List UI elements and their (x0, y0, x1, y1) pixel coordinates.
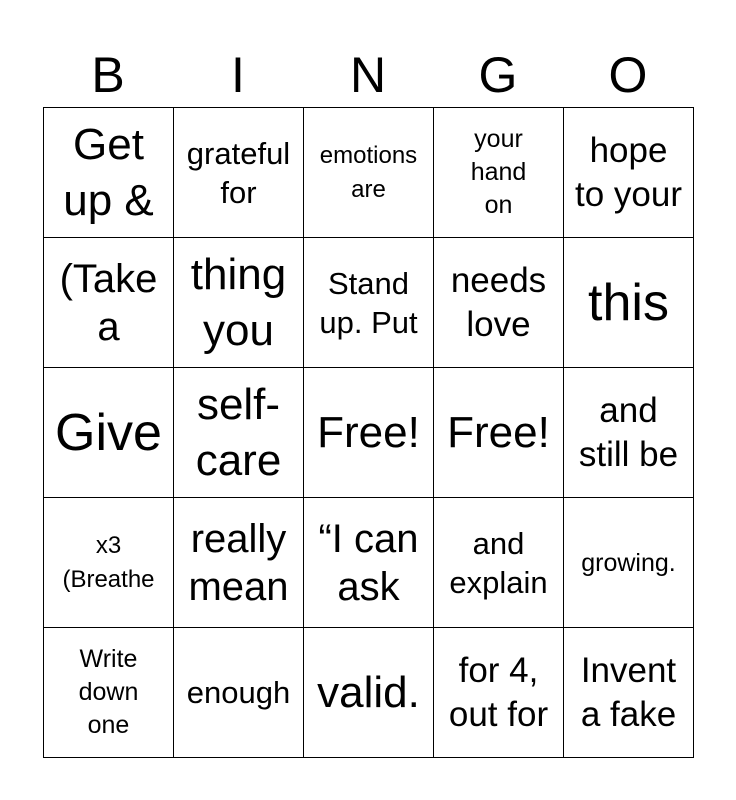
bingo-header (43, 44, 693, 106)
cell-text: emotions are (319, 141, 418, 203)
bingo-cell-r5-c4[interactable] (434, 628, 564, 758)
bingo-cell-r5-c1[interactable] (44, 628, 174, 758)
cell-text: this (588, 273, 669, 332)
bingo-cell-r2-c4[interactable] (434, 238, 564, 368)
bingo-grid (43, 107, 694, 758)
cell-text: “I can ask (318, 516, 419, 609)
cell-text: your hand on (470, 125, 527, 219)
cell-text: hope to your (575, 130, 682, 214)
bingo-free-space[interactable] (304, 368, 434, 498)
bingo-cell-r1-c3[interactable] (304, 108, 434, 238)
cell-text: needs love (450, 260, 547, 344)
bingo-cell-r2-c2[interactable] (174, 238, 304, 368)
bingo-cell-r1-c2[interactable] (174, 108, 304, 238)
cell-text: enough (186, 675, 291, 710)
header-letter-i: I (231, 47, 245, 103)
cell-text: Write down one (78, 645, 139, 739)
cell-text: and still be (578, 390, 679, 474)
cell-text: Free! (317, 407, 420, 457)
bingo-cell-r3-c5[interactable] (564, 368, 694, 498)
bingo-cell-r4-c5[interactable] (564, 498, 694, 628)
cell-text: self- care (195, 379, 282, 485)
bingo-cell-r2-c5[interactable] (564, 238, 694, 368)
bingo-cell-r1-c4[interactable] (434, 108, 564, 238)
cell-text: x3 (Breathe (62, 531, 155, 593)
cell-text: Stand up. Put (319, 265, 418, 340)
bingo-cell-r4-c4[interactable] (434, 498, 564, 628)
header-letter-n: N (349, 47, 387, 103)
header-letter-o: O (608, 47, 648, 103)
cell-text: Invent a fake (580, 650, 677, 734)
bingo-cell-r5-c2[interactable] (174, 628, 304, 758)
bingo-cell-r3-c1[interactable] (44, 368, 174, 498)
bingo-cell-r1-c1[interactable] (44, 108, 174, 238)
bingo-cell-r3-c4[interactable] (434, 368, 564, 498)
cell-text: really mean (188, 516, 289, 609)
cell-text: (Take a (59, 256, 158, 349)
bingo-cell-r4-c2[interactable] (174, 498, 304, 628)
cell-text: Free! (447, 407, 550, 457)
bingo-cell-r2-c1[interactable] (44, 238, 174, 368)
cell-text: growing. (581, 548, 676, 577)
cell-text: thing you (190, 249, 287, 355)
bingo-cell-r3-c2[interactable] (174, 368, 304, 498)
bingo-cell-r4-c1[interactable] (44, 498, 174, 628)
cell-text: Get up & (63, 119, 154, 225)
cell-text: and explain (449, 525, 548, 600)
bingo-cell-r1-c5[interactable] (564, 108, 694, 238)
cell-text: for 4, out for (448, 650, 549, 734)
header-letter-b: B (91, 47, 125, 103)
bingo-cell-r4-c3[interactable] (304, 498, 434, 628)
cell-text: grateful for (186, 135, 291, 210)
bingo-cell-r5-c5[interactable] (564, 628, 694, 758)
header-letter-g: G (478, 47, 518, 103)
bingo-cell-r5-c3[interactable] (304, 628, 434, 758)
cell-text: valid. (317, 667, 420, 717)
bingo-cell-r2-c3[interactable] (304, 238, 434, 368)
cell-text: Give (55, 403, 162, 462)
